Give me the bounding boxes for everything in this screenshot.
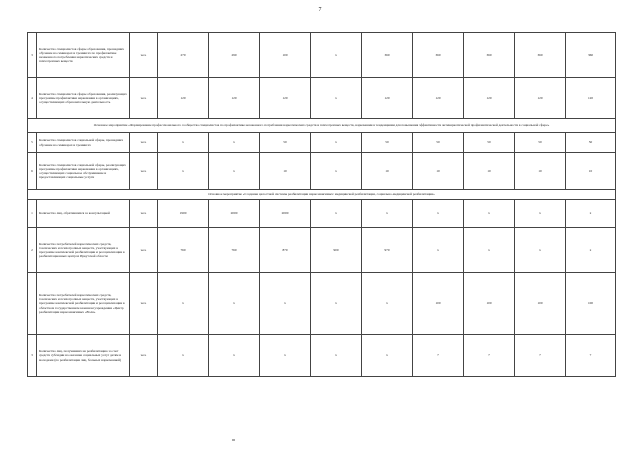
value-cell: 50: [362, 133, 413, 153]
value-cell: 50: [464, 133, 515, 153]
value-cell: 10: [464, 153, 515, 190]
table-row: [28, 200, 616, 228]
indicator-name: Количество специалистов социальной сферы, прошедших обучение на семинарах и тренингах: [37, 133, 130, 153]
value-cell: 100: [464, 273, 515, 335]
row-number: 2: [28, 228, 37, 273]
value-cell: 7: [464, 335, 515, 377]
unit-cell: чел.: [130, 200, 158, 228]
value-cell: x: [464, 200, 515, 228]
table-row: [28, 153, 616, 190]
value-cell: 10: [566, 153, 616, 190]
value-cell: 7: [566, 335, 616, 377]
table-row: [28, 78, 616, 119]
indicator-name: Количество лиц, получивших на реабилитацию за счет средств субсидии на оказание социальных услуг детям и молодежи (по реабилитации лиц, больных наркоманией): [37, 335, 130, 377]
row-number: 3: [28, 335, 37, 377]
indicator-name: Количество лиц, обратившихся за консультацией: [37, 200, 130, 228]
value-cell: x: [515, 200, 566, 228]
value-cell: 10: [413, 153, 464, 190]
value-cell: x: [209, 153, 260, 190]
table-row: [28, 133, 616, 153]
value-cell: 870: [260, 228, 311, 273]
value-cell: x: [209, 273, 260, 335]
section-row: [28, 190, 616, 200]
value-cell: 7: [413, 335, 464, 377]
value-cell: 7: [515, 335, 566, 377]
unit-cell: чел.: [130, 273, 158, 335]
row-number: 4: [28, 78, 37, 119]
value-cell: 120: [362, 78, 413, 119]
indicator-name: Количество специалистов социальной сферы, реализующих программы профилактики наркомании в организациях, осуществляющих социальное обслуживание и предоставляющих социальные услуги: [37, 153, 130, 190]
value-cell: 120: [209, 78, 260, 119]
row-number: 1: [28, 200, 37, 228]
indicator-name: Количество потребителей наркотических средств, токсических и психотропных веществ, участвующих в программе комплексной реабилитации и ресоциализации в реабилитационных центрах Иркутской области: [37, 228, 130, 273]
value-cell: 50: [566, 133, 616, 153]
indicator-name: Количество потребителей наркотических средств, токсических и психотропных веществ, участвующих в программе комплексной реабилитации и ресоциализации в областном государственном казенном учреждении «Центр реабилитации наркозависимых «Воля»: [37, 273, 130, 335]
value-cell: 360: [566, 33, 616, 78]
value-cell: 10: [362, 153, 413, 190]
value-cell: x: [566, 200, 616, 228]
value-cell: 100: [413, 273, 464, 335]
value-cell: 970: [362, 228, 413, 273]
value-cell: 270: [158, 33, 209, 78]
value-cell: 360: [362, 33, 413, 78]
value-cell: 900: [311, 228, 362, 273]
value-cell: x: [209, 133, 260, 153]
value-cell: x: [311, 33, 362, 78]
value-cell: 2000: [209, 200, 260, 228]
table-row: [28, 33, 616, 78]
value-cell: 1900: [158, 200, 209, 228]
table-row: [28, 335, 616, 377]
value-cell: 50: [260, 133, 311, 153]
value-cell: 120: [158, 78, 209, 119]
indicator-name: Количество специалистов сферы образования, реализующих программы профилактики наркомании в организациях, осуществляющих образовательную деятельность: [37, 78, 130, 119]
value-cell: x: [158, 273, 209, 335]
value-cell: 50: [413, 133, 464, 153]
value-cell: x: [311, 78, 362, 119]
section-title: Основное мероприятие «Формирование профессионального сообщества специалистов по профилактике незаконного потребления наркотических средств и психотропных веществ, наркомании в тенденциями для повышения эффективности антинаркотической профилактической деятельности в социальной сфере»: [28, 119, 616, 133]
row-number: 5: [28, 133, 37, 153]
value-cell: 2000: [260, 200, 311, 228]
value-cell: 120: [515, 78, 566, 119]
value-cell: x: [515, 228, 566, 273]
unit-cell: чел.: [130, 228, 158, 273]
page-number: 7: [318, 7, 322, 13]
value-cell: 100: [260, 33, 311, 78]
value-cell: 760: [158, 228, 209, 273]
value-cell: x: [260, 273, 311, 335]
row-number: 3: [28, 33, 37, 78]
value-cell: x: [311, 200, 362, 228]
value-cell: x: [158, 335, 209, 377]
value-cell: x: [362, 335, 413, 377]
unit-cell: чел.: [130, 33, 158, 78]
value-cell: 360: [515, 33, 566, 78]
section-row: [28, 119, 616, 133]
value-cell: x: [413, 200, 464, 228]
value-cell: 10: [260, 153, 311, 190]
value-cell: x: [158, 133, 209, 153]
unit-cell: чел.: [130, 335, 158, 377]
unit-cell: чел.: [130, 153, 158, 190]
section-title: Основное мероприятие «Создание целостной системы реабилитации наркозависимых: медицинской реабилитации, социально-медицинской реабилитации»: [28, 190, 616, 200]
value-cell: x: [311, 335, 362, 377]
indicator-name: Количество специалистов сферы образования, прошедших обучение на семинарах и тренингах по профилактике незаконного потребления наркотических средств и психотропных веществ: [37, 33, 130, 78]
indicators-table: [27, 32, 616, 377]
value-cell: x: [362, 200, 413, 228]
value-cell: x: [311, 153, 362, 190]
value-cell: 120: [464, 78, 515, 119]
table-body: [28, 33, 616, 377]
value-cell: x: [464, 228, 515, 273]
scan-artifact: [232, 439, 235, 441]
value-cell: 50: [515, 133, 566, 153]
value-cell: x: [311, 273, 362, 335]
value-cell: 120: [413, 78, 464, 119]
value-cell: 100: [515, 273, 566, 335]
value-cell: x: [158, 153, 209, 190]
value-cell: x: [362, 273, 413, 335]
row-number: [28, 273, 37, 335]
value-cell: x: [260, 335, 311, 377]
value-cell: 290: [209, 33, 260, 78]
row-number: 6: [28, 153, 37, 190]
table-row: [28, 273, 616, 335]
value-cell: x: [311, 133, 362, 153]
value-cell: 760: [209, 228, 260, 273]
value-cell: 360: [464, 33, 515, 78]
unit-cell: чел.: [130, 78, 158, 119]
table-row: [28, 228, 616, 273]
value-cell: x: [566, 228, 616, 273]
unit-cell: чел.: [130, 133, 158, 153]
value-cell: 360: [413, 33, 464, 78]
value-cell: 120: [566, 78, 616, 119]
value-cell: 100: [566, 273, 616, 335]
value-cell: 10: [515, 153, 566, 190]
value-cell: x: [413, 228, 464, 273]
value-cell: 120: [260, 78, 311, 119]
value-cell: x: [209, 335, 260, 377]
